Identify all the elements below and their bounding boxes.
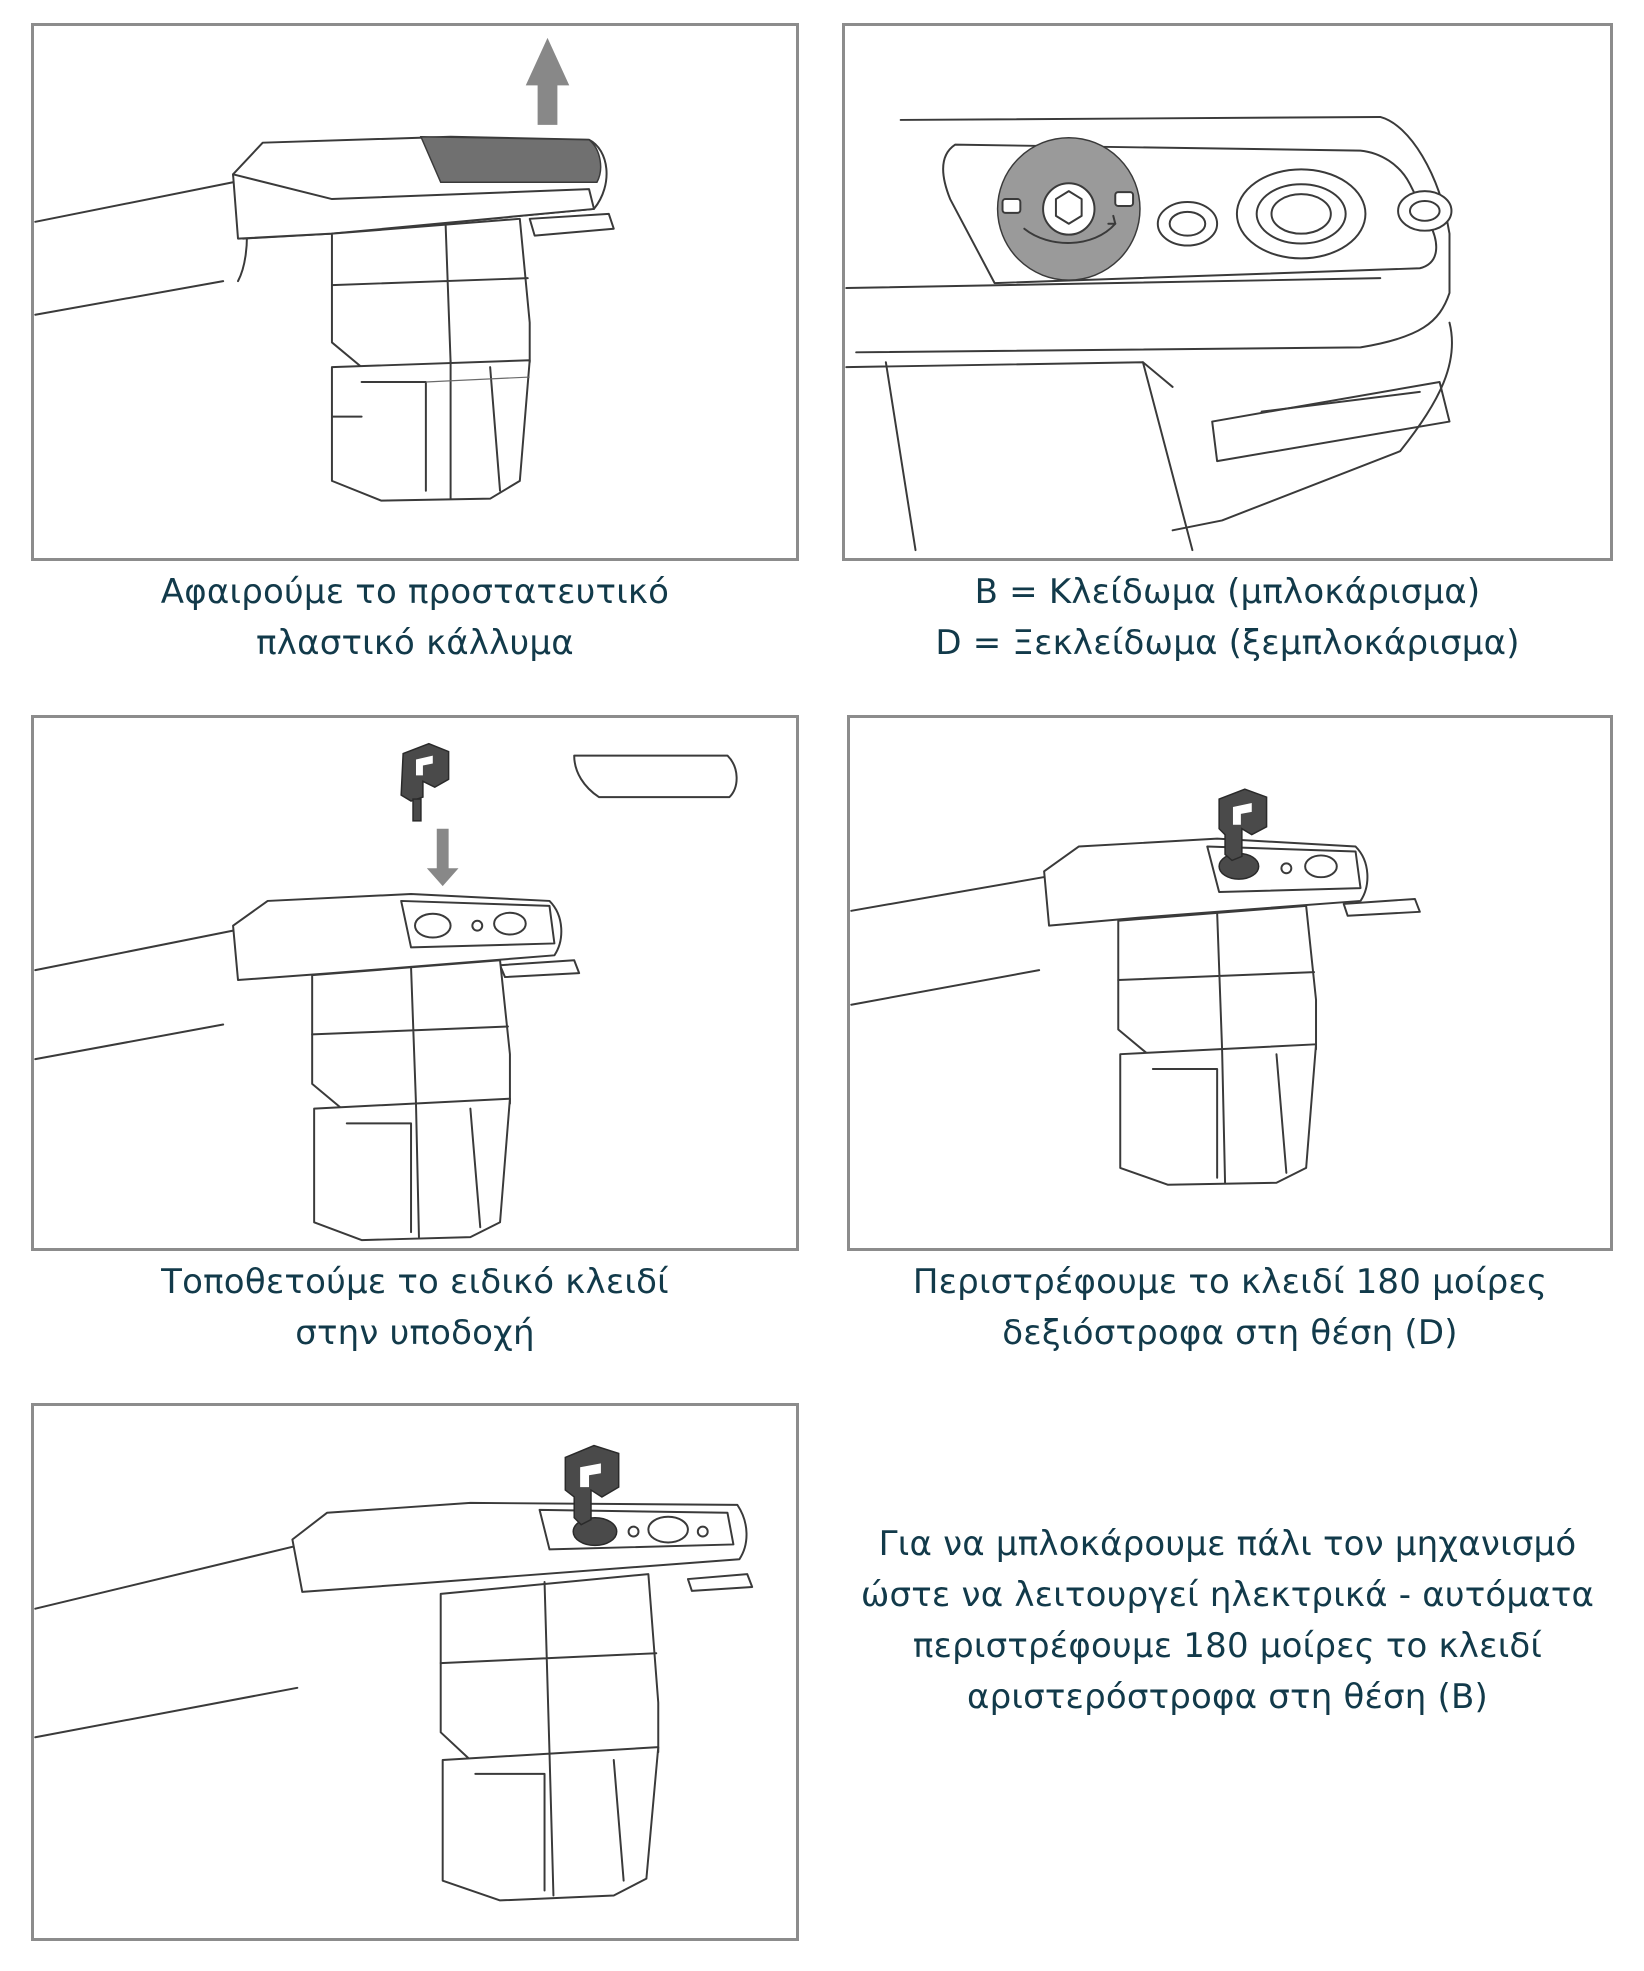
lock-closeup-drawing (845, 26, 1610, 558)
operator-remove-cover-drawing (34, 26, 796, 558)
step-3-illustration (31, 715, 799, 1251)
step-2-illustration (842, 23, 1613, 561)
removed-cover (574, 756, 736, 798)
step-5-illustration (31, 1403, 799, 1941)
up-arrow-icon (526, 38, 570, 125)
step-4-caption: Περιστρέφουμε το κλειδί 180 μοίρες δεξιόστροφα στη θέση (D) (912, 1262, 1548, 1353)
insert-key-drawing (34, 718, 796, 1248)
step-1-illustration (31, 23, 799, 561)
step-1-caption: Αφαιρούμε το προστατευτικό πλαστικό κάλλυμα (160, 572, 670, 663)
turn-key-counterclockwise-drawing (34, 1406, 796, 1938)
protective-cover (421, 137, 601, 182)
step-4-illustration (847, 715, 1613, 1251)
turn-key-clockwise-drawing (850, 718, 1610, 1248)
step-2-caption: B = Κλείδωμα (μπλοκάρισμα) D = Ξεκλείδωμα (ξεμπλοκάρισμα) (935, 572, 1520, 663)
down-arrow-icon (427, 829, 459, 886)
step-3-caption: Τοποθετούμε το ειδικό κλειδί στην υποδοχή (161, 1262, 669, 1353)
step-5-caption: Για να μπλοκάρουμε πάλι τον μηχανισμό ώστε να λειτουργεί ηλεκτρικά - αυτόματα περιστρέφουμε 180 μοίρες το κλειδί αριστερόστροφα στη θέση (B) (860, 1524, 1595, 1717)
key-icon (401, 744, 448, 801)
